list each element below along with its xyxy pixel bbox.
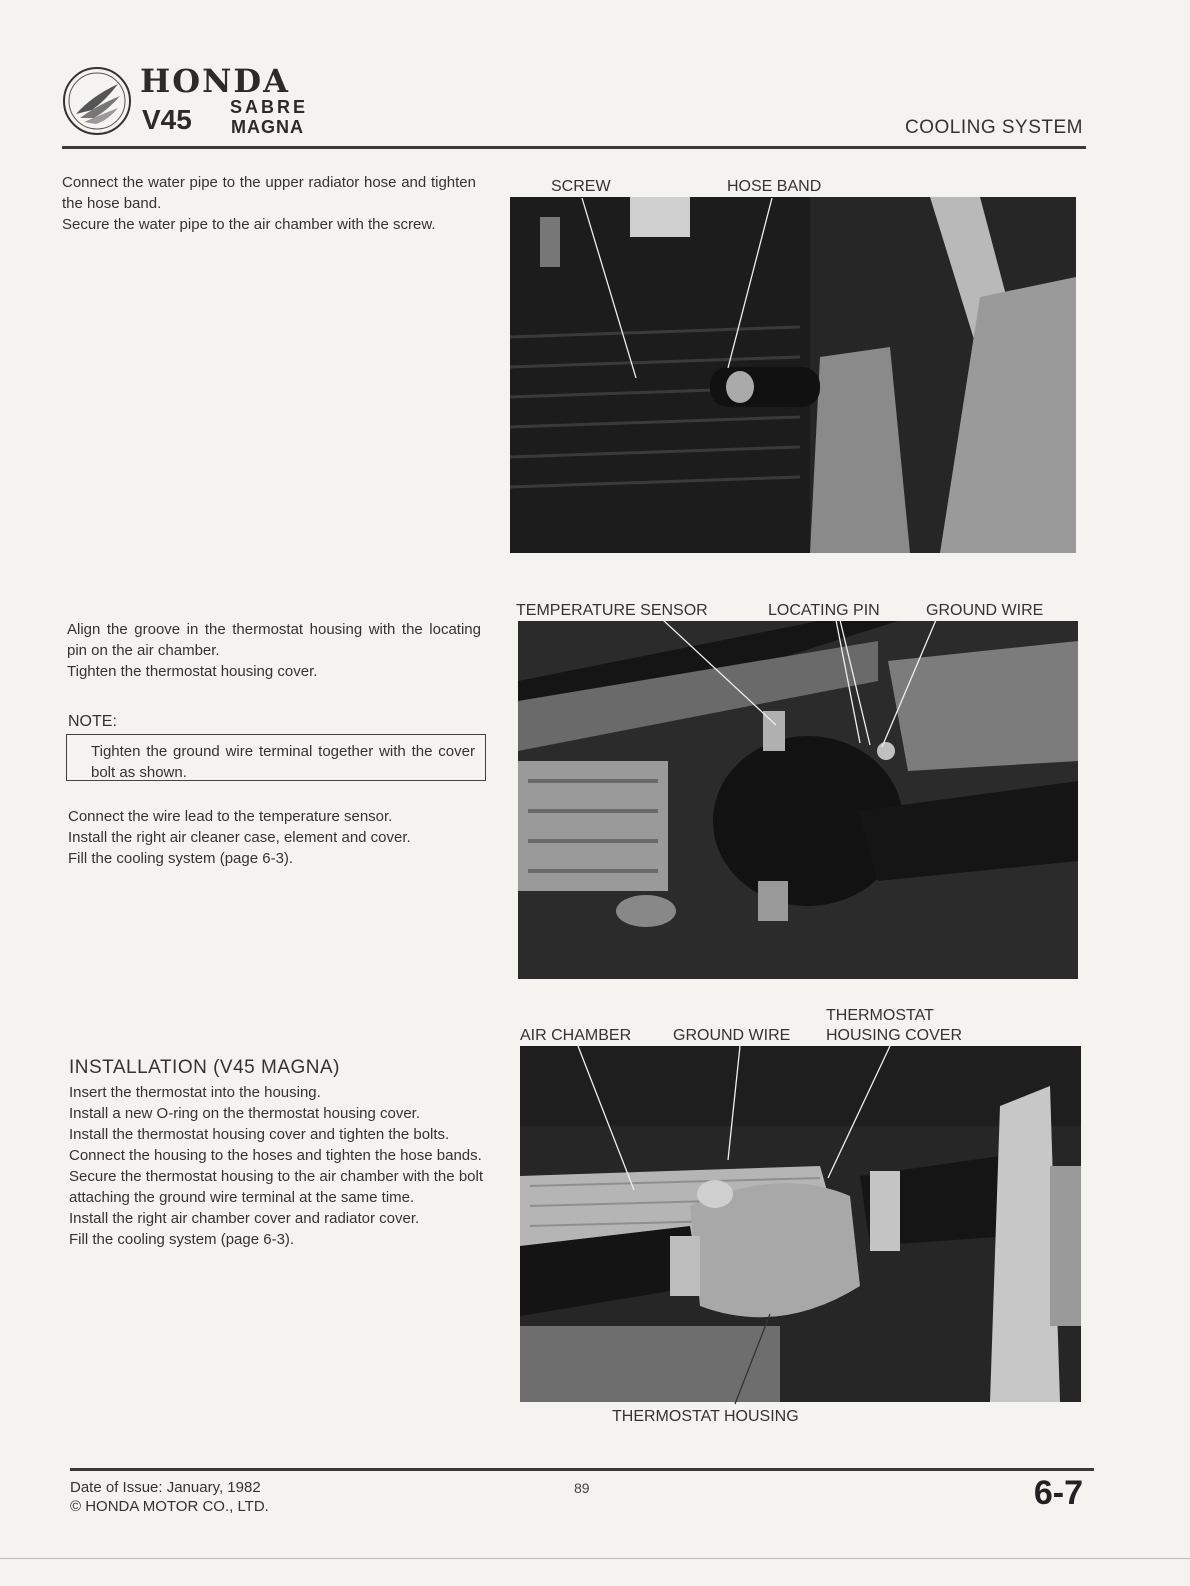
callout-lines-step2 [518,615,1078,815]
header-rule [62,146,1086,149]
copyright: © HONDA MOTOR CO., LTD. [70,1498,269,1515]
step3-line-3: Install the thermostat housing cover and tighten the bolts. [69,1126,450,1143]
label-thermostat-cover-line1: THERMOSTAT [826,1007,934,1024]
label-air-chamber: AIR CHAMBER [520,1027,632,1044]
honda-wing-logo [62,66,132,136]
step3-line-5: Secure the thermostat housing to the air chamber with the bolt attaching the ground wire terminal at the same time. [69,1168,483,1206]
label-ground-wire: GROUND WIRE [926,602,1044,619]
model-variant-sabre: SABRE [230,97,309,117]
step2-text [67,619,481,682]
scan-edge-line [0,1558,1190,1559]
step2-line-2: Tighten the thermostat housing cover. [67,663,318,680]
note-box [66,734,486,781]
model-variant-magna: MAGNA [231,117,304,137]
label-locating-pin: LOCATING PIN [768,602,880,619]
step2-after-line-3: Fill the cooling system (page 6-3). [68,850,294,867]
label-screw: SCREW [551,178,611,195]
label-ground-wire-magna: GROUND WIRE [673,1027,791,1044]
step3-line-6: Install the right air chamber cover and radiator cover. [69,1210,420,1227]
step2-after-line-1: Connect the wire lead to the temperature sensor. [68,808,393,825]
step3-line-2: Install a new O-ring on the thermostat housing cover. [69,1105,421,1122]
step3-line-4: Connect the housing to the hoses and tighten the hose bands. [69,1147,482,1164]
section-page-number: 6-7 [1033,1474,1083,1512]
step3-text [69,1082,483,1250]
label-temperature-sensor: TEMPERATURE SENSOR [516,602,708,619]
callout-lines-step3 [520,1040,1081,1440]
label-thermostat-housing: THERMOSTAT HOUSING [612,1408,799,1425]
callout-lines-step1 [510,190,810,390]
label-thermostat-cover-line2: HOUSING COVER [826,1027,963,1044]
step2-line-1: Align the groove in the thermostat housing with the locating pin on the air chamber. [67,621,481,659]
section-title: COOLING SYSTEM [904,117,1083,138]
step2-text-after [68,806,482,869]
page-number: 89 [574,1480,590,1496]
note-text: Tighten the ground wire terminal together with the cover bolt as shown. [91,743,475,781]
step3-line-1: Insert the thermostat into the housing. [69,1084,321,1101]
step2-after-line-2: Install the right air cleaner case, element and cover. [68,829,411,846]
footer-rule [70,1468,1094,1471]
step3-line-7: Fill the cooling system (page 6-3). [69,1231,295,1248]
step1-line-2: Secure the water pipe to the air chamber with the screw. [62,216,436,233]
step1-line-1: Connect the water pipe to the upper radiator hose and tighten the hose band. [62,174,476,212]
installation-heading: INSTALLATION (V45 MAGNA) [69,1057,341,1078]
issue-date: Date of Issue: January, 1982 [70,1479,261,1496]
label-hose-band: HOSE BAND [727,178,822,195]
model-name: V45 [142,104,192,135]
footer-issue-info [70,1478,269,1516]
brand-name: HONDA [140,62,290,100]
note-label: NOTE: [68,713,117,730]
step1-text [62,172,476,235]
